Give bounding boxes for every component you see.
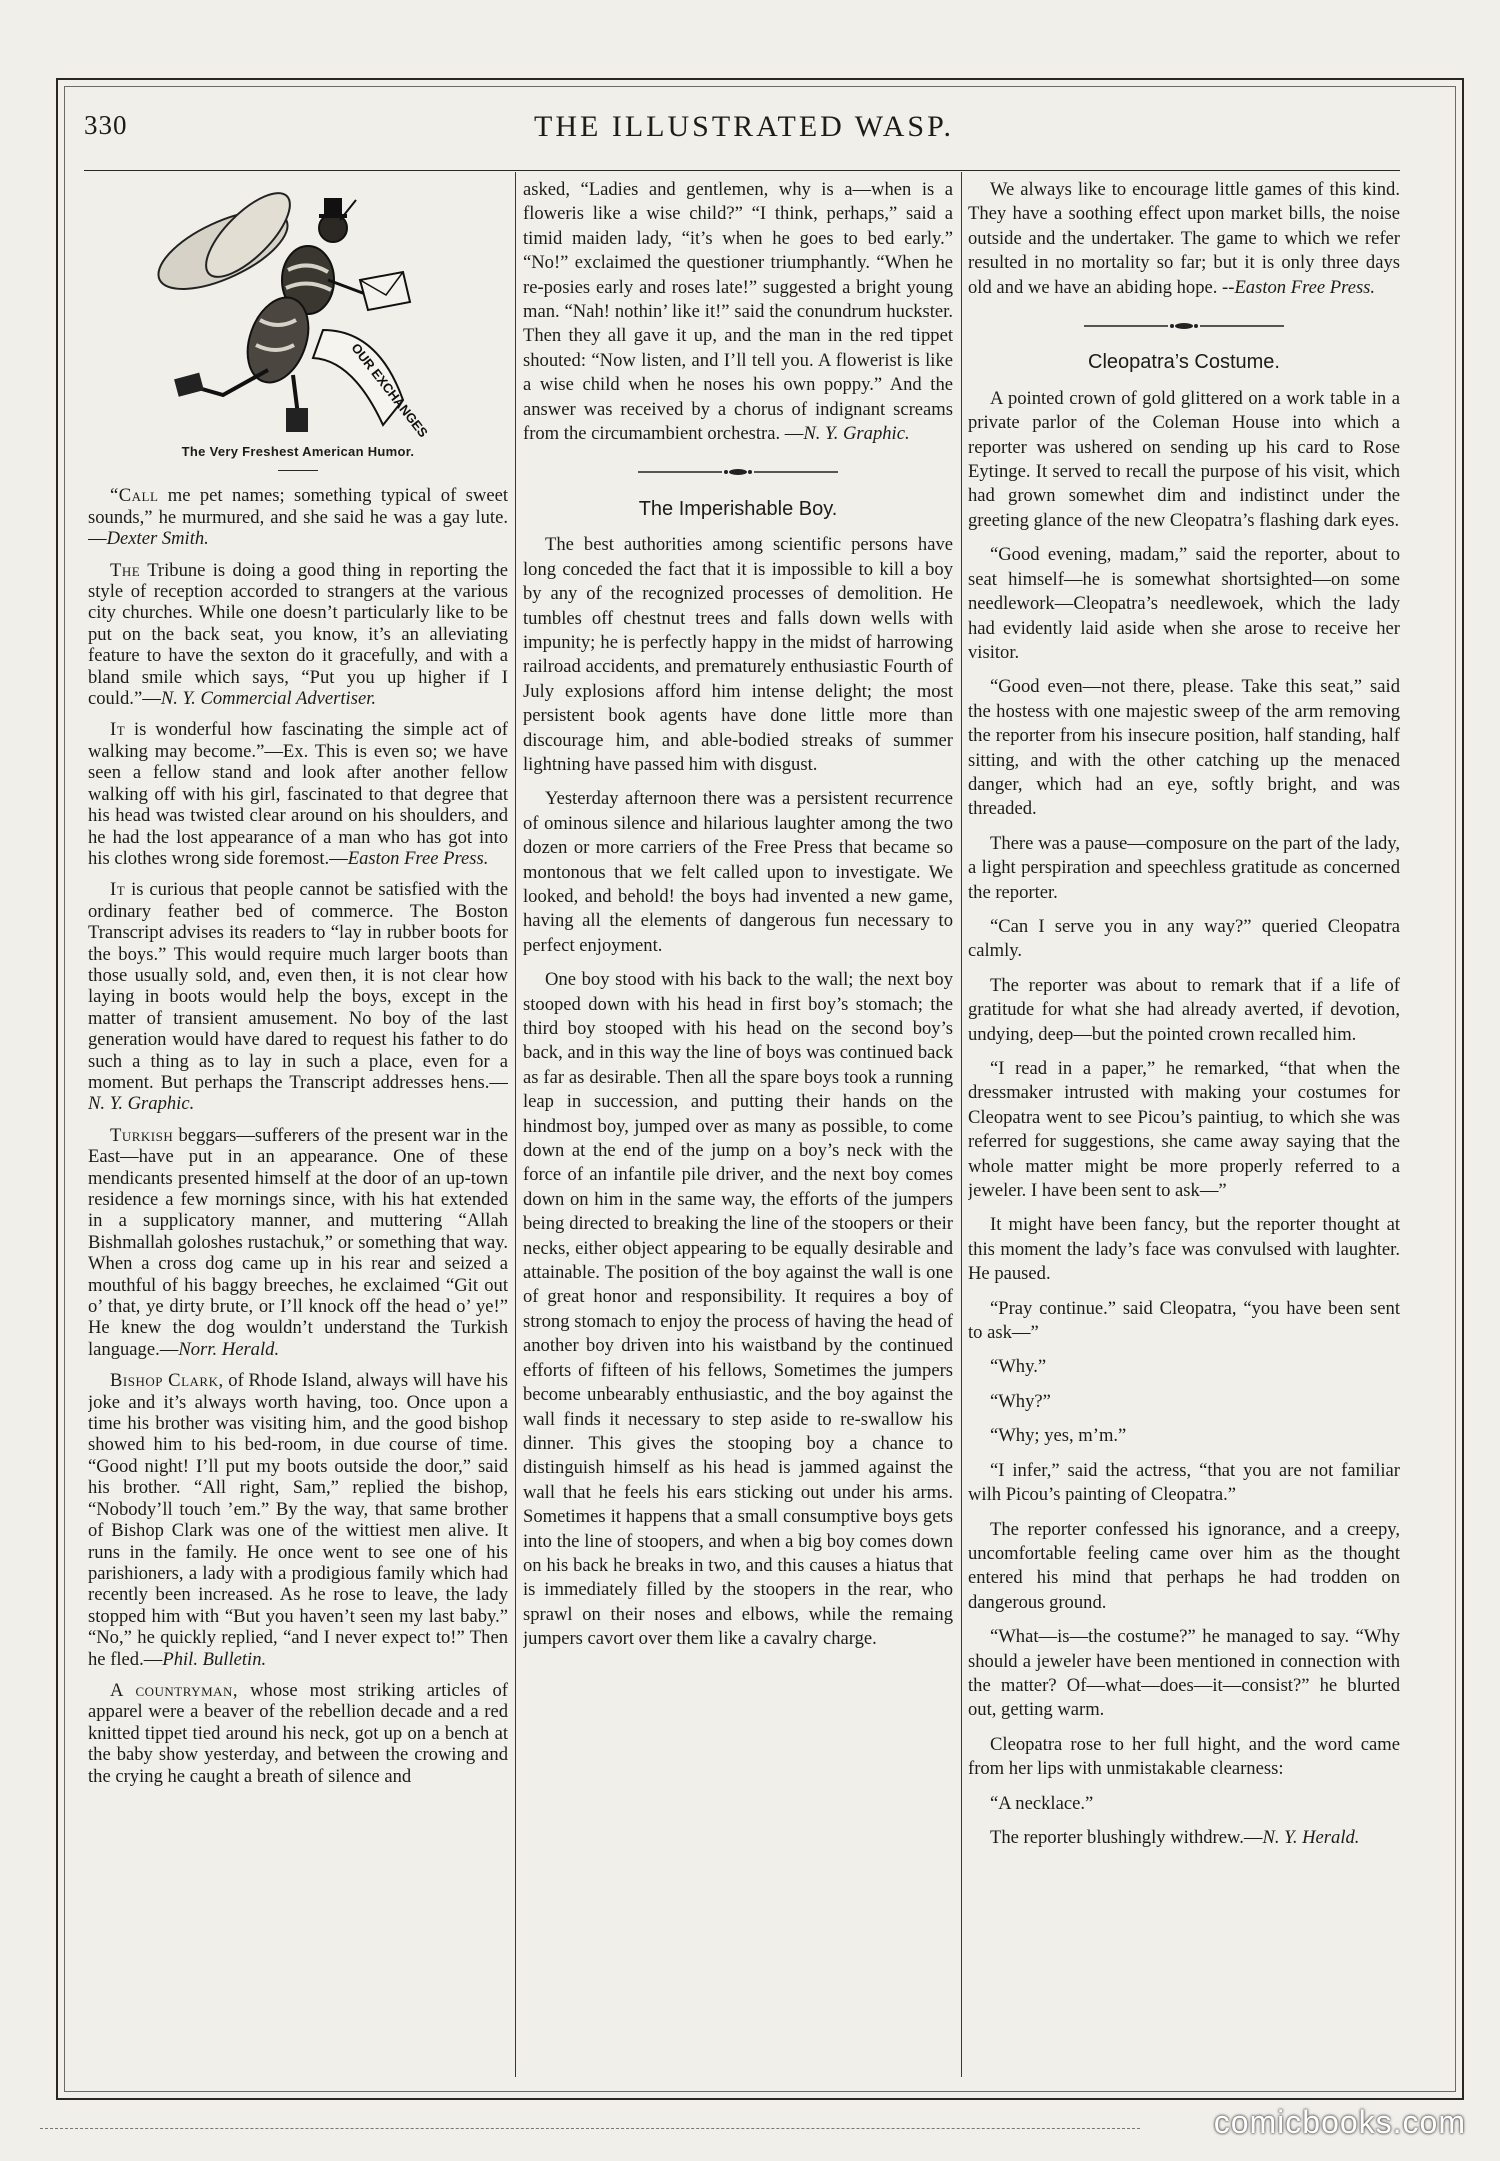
intro-paragraph: We always like to encourage little games of this kind. They have a soothing effect upon market bills, the noise outside and the undertaker. The game to which we refer resulted in no mortality so far; but it is only three days old and we have an abiding hope. --Easton Free Press. <box>968 179 1400 298</box>
article-paragraph: There was a pause—composure on the part of the lady, a light perspiration and speechless gratitude as concerned the reporter. <box>968 832 1400 903</box>
article-paragraph: “Pray continue.” said Cleopatra, “you have been sent to ask—” <box>968 1297 1400 1344</box>
column-divider <box>515 172 516 2077</box>
item-tribune: The Tribune is doing a good thing in reporting the style of reception accorded to strangers at the various city churches. While one doesn’t particularly like to be put on the back seat, you know, it’s an alleviating feature to have the sexton do it gracefully, and with a bland smile which says, “Put you up higher if I could.”—N. Y. Commercial Advertiser. <box>88 559 508 710</box>
column-divider <box>961 172 962 2077</box>
article-paragraph: “Can I serve you in any way?” queried Cleopatra calmly. <box>968 915 1400 962</box>
countryman-continuation: asked, “Ladies and gentlemen, why is a—when is a floweris like a wise child?” “I think, perhaps,” said a timid maiden lady, “it’s when he goes to bed early.” “No!” exclaimed the questioner triumphantly. “When he re-posies early and roses late!” suggested a bright young man. “Nah! nothin’ like it!” said the conundrum huckster. Then they all gave it up, and the man in the red tippet shouted: “Now listen, and I’ll tell you. A flowerist is like a wise child when he noses his own poppy.” And the answer was received by a chorus of indignant screams from the circumambient orchestra. —N. Y. Graphic. <box>523 179 953 445</box>
ornament-divider <box>523 460 953 484</box>
article-paragraph: “I read in a paper,” he remarked, “that when the dressmaker intrusted with making your costumes for Cleopatra went to see Picou’s paintiug, to which she was referred for suggestions, she came away saying that the whole matter might be more properly referred to a jeweler. I have been sent to ask—” <box>968 1058 1400 1202</box>
item-bishop-clark: Bishop Clark, of Rhode Island, always will have his joke and it’s always worth having, too. Once upon a time his brother was visiting him, and the good bishop showed him to his bed-room, in due course of time. “Good night! I’ll put my boots outside the door,” said his brother. “All right, Sam,” replied the bishop, “Nobody’ll touch ’em.” By the way, that same brother of Bishop Clark was one of the wittiest men alive. It runs in the family. He once went to see one of his parishioners, a lady with a prodigious family which had recently been increased. As he rose to leave, the lady stopped him with “But you haven’t seen my last baby.” “No,” he quickly replied, “and I never expect to!” Then he fled.—Phil. Bulletin. <box>88 1370 508 1670</box>
caption-rule <box>278 470 318 471</box>
wasp-mascot-icon <box>128 180 468 440</box>
article-paragraph: “Good evening, madam,” said the reporter, about to seat himself—he is somewhat shortsighted—on some needlework—Cleopatra’s needlewoek, which the lady had evidently laid aside when she arose to receive her visitor. <box>968 544 1400 663</box>
column-middle <box>523 178 953 2073</box>
item-pet-names: “Call me pet names; something typical of sweet sounds,” he murmured, and she said he was a gay lute.—Dexter Smith. <box>88 485 508 550</box>
article-paragraph: “Why?” <box>990 1390 1051 1412</box>
column-left <box>88 178 508 2073</box>
scroll-label: OUR EXCHANGES <box>348 340 431 440</box>
item-countryman: A countryman, whose most striking articles of apparel were a beaver of the rebellion decade and a red knitted tippet tied around his neck, got up on a bench at the baby show yesterday, and between the crowing and the crying he caught a breath of silence and <box>88 1679 508 1787</box>
page-number: 330 <box>84 110 128 140</box>
article-paragraph: “Why; yes, m’m.” <box>990 1425 1127 1447</box>
illustration-caption: The Very Freshest American Humor. <box>181 444 415 459</box>
item-walking: It is wonderful how fascinating the simple act of walking may become.”—Ex. This is even so; we have seen a fellow stand and look after another fellow walking off with his girl, fascinated to that degree that his head was twisted clear around on his shoulders, and he had the lost appearance of a man who has got into his clothes wrong side foremost.—Easton Free Press. <box>88 719 508 869</box>
ornament-divider <box>968 314 1400 338</box>
item-turkish-beggars: Turkish beggars—sufferers of the present war in the East—have put in an appearance. One of these mendicants presented himself at the door of an up-town residence a few mornings since, with his hat extended in a supplicatory manner, and muttering “Allah Bishmallah goloshes rustachuk,” or something that way. When a cross dog came up in his rear and seized a mouthful of his baggy breeches, he exclaimed “Git out o’ that, ye dirty brute, or I’ll knock off the head o’ ye!” He knew the dog wouldn’t understand the Turkish language.—Norr. Herald. <box>88 1124 508 1360</box>
article-paragraph: “Why.” <box>990 1356 1047 1378</box>
article-paragraph: Yesterday afternoon there was a persistent recurrence of ominous silence and hilarious laughter among the two dozen or more carriers of the Free Press that became so montonous that we felt called upon to investigate. We looked, and behold! the boys had invented a new game, having all the elements of dangerous fun necessary to perfect enjoyment. <box>523 788 953 956</box>
column-right <box>968 178 1400 2073</box>
article-paragraph: It might have been fancy, but the reporter thought at this moment the lady’s face was convulsed with laughter. He paused. <box>968 1214 1400 1285</box>
article-paragraph: “What—is—the costume?” he managed to say. “Why should a jeweler have been mentioned in connection with the matter? Of—what—does—it—consist?” he blurted out, getting warm. <box>968 1626 1400 1721</box>
article-paragraph: “I infer,” said the actress, “that you are not familiar wilh Picou’s painting of Cleopatra.” <box>968 1459 1400 1506</box>
bottom-edge-line <box>40 2128 1140 2129</box>
header-rule <box>84 170 1400 171</box>
article-paragraph: “A necklace.” <box>990 1792 1094 1814</box>
article-title-cleopatra: Cleopatra’s Costume. <box>1088 351 1280 374</box>
article-paragraph: A pointed crown of gold glittered on a work table in a private parlor of the Coleman House into which a reporter was ushered on sending up his card to Rose Eytinge. It served to recall the purpose of his visit, which had grown somewhet dim and indistinct under the greeting glance of the new Cleopatra’s flashing dark eyes. <box>968 387 1400 531</box>
article-paragraph: Cleopatra rose to her full hight, and the word came from her lips with unmistakable clearness: <box>968 1733 1400 1780</box>
page-title: THE ILLUSTRATED WASP. <box>534 110 954 143</box>
article-paragraph: The best authorities among scientific persons have long conceded the fact that it is impossible to kill a boy by any of the recognized processes of demolition. He tumbles off chestnut trees and falls down wells with impunity; he is perfectly happy in the midst of harrowing railroad accidents, and prematurely enthusiastic Fourth of July explosions afford him intense delight; the most persistent book agents have done little more than discourage him, and able-bodied streaks of summer lightning have passed him with disgust. <box>523 534 953 775</box>
article-paragraph: The reporter was about to remark that if a life of gratitude for what she had already averted, if devotion, undying, deep—but the pointed crown recalled him. <box>968 974 1400 1045</box>
article-paragraph: “Good even—not there, please. Take this seat,” said the hostess with one majestic sweep of the arm removing the reporter from his insecure position, half standing, half sitting, and with the other catching up the menaced danger, which had an eye, softly bright, and was threaded. <box>968 676 1400 820</box>
article-paragraph: One boy stood with his back to the wall; the next boy stooped down with his head in first boy’s stomach; the third boy stooped with his head on the second boy’s back, and in this way the line of boys was continued back as far as desirable. Then all the spare boys took a running leap in succession, and putting their hands on the hindmost boy, jumped over as many as possible, to come down at the end of the jump on a boy’s neck with the force of an infantile pile driver, and the next boy comes down on him in the same way, the efforts of the jumpers being directed to breaking the line of the stoopers or their necks, either object appearing to be equally desirable and attainable. The position of the boy against the wall is one of great honor and responsibility. It requires a boy of strong stomach to enjoy the process of having the head of another boy driven into his waistband by the continued efforts of fifteen of his fellows, Sometimes the jumpers become unbearably enthusiastic, and the boy against the wall finds it necessary to step aside to re-swallow his dinner. This gives the stooping boy a chance to distinguish himself as his head is jammed against the wall that he feels his ears sticking out under his arms. Sometimes it happens that a small consumptive boys gets into the line of stoopers, and when a big boy comes down on his back he breaks in two, and this causes a hiatus that is immediately filled by the stoopers in the rear, who sprawl on their noses and elbows, while the remaing jumpers cavort over them like a cavalry charge. <box>523 969 953 1650</box>
watermark: comicbooks.com <box>1213 2104 1466 2140</box>
page-header <box>84 108 1404 154</box>
article-title-imperishable-boy: The Imperishable Boy. <box>638 497 838 520</box>
article-paragraph: The reporter confessed his ignorance, and a creepy, uncomfortable feeling came over him as the thought entered his mind that perhaps he had trodden on dangerous ground. <box>968 1518 1400 1613</box>
item-rubber-boots: It is curious that people cannot be satisfied with the ordinary feather bed of commerce. The Boston Transcript advises its readers to “lay in rubber boots for the boys.” This would require much larger boots than those usually sold, and, even then, it is not clear how laying in boots would help the boys, except in the matter of transient amusement. No boy of the last generation would have dared to request his father to do such a thing as to lay in such a place, even for a moment. But perhaps the Transcript addresses hens.—N. Y. Graphic. <box>88 879 508 1115</box>
wasp-illustration <box>88 180 508 440</box>
closing-paragraph: The reporter blushingly withdrew.—N. Y. Herald. <box>990 1826 1360 1848</box>
